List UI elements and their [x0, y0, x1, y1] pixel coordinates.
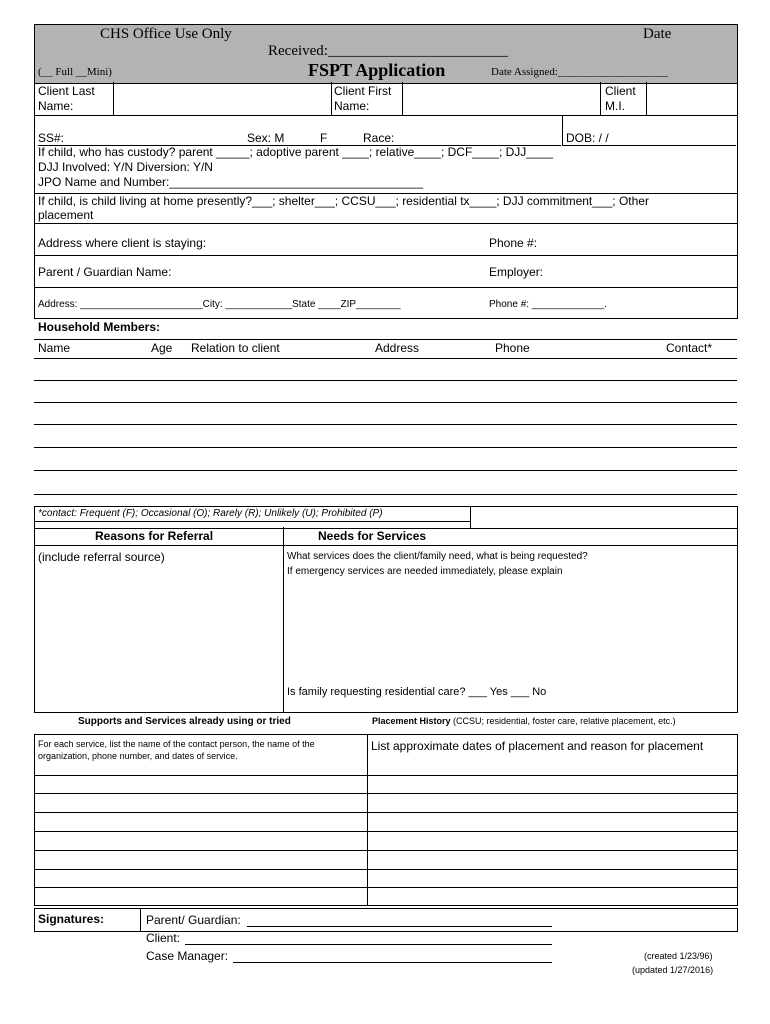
custody-line[interactable]: If child, who has custody? parent _____; adoptive parent ____; relative____; DCF____; DJJ____: [38, 145, 553, 159]
supports-row[interactable]: [34, 775, 737, 776]
date-label: Date: [643, 26, 672, 42]
parent-signature-line[interactable]: [247, 926, 552, 927]
supports-row[interactable]: [34, 812, 737, 813]
client-first-name-field[interactable]: [403, 83, 599, 115]
address-staying-label[interactable]: Address where client is staying:: [38, 236, 207, 250]
employer-label[interactable]: Employer:: [489, 265, 544, 279]
phone-label[interactable]: Phone #:: [489, 236, 538, 250]
client-mi-label: Client M.I.: [605, 84, 636, 113]
needs-question-2: If emergency services are needed immediately, please explain: [287, 566, 563, 577]
race-field[interactable]: Race:: [363, 131, 395, 145]
client-mi-field[interactable]: [647, 83, 735, 115]
col-contact: Contact*: [666, 341, 713, 355]
reasons-subtitle: (include referral source): [38, 550, 165, 564]
supports-row[interactable]: [34, 869, 737, 870]
client-first-name-label: Client First Name:: [334, 84, 392, 113]
dob-field[interactable]: DOB: / /: [566, 131, 609, 145]
reasons-header: Reasons for Referral: [95, 529, 214, 543]
placement-history-header: Placement History (CCSU; residential, foster care, relative placement, etc.): [372, 716, 676, 726]
household-row[interactable]: [34, 494, 737, 495]
placement-list-label: List approximate dates of placement and reason for placement: [371, 739, 704, 753]
contact-note: *contact: Frequent (F); Occasional (O); Rarely (R); Unlikely (U); Prohibited (P): [38, 508, 383, 519]
supports-header: Supports and Services already using or tried: [78, 716, 291, 727]
sex-female[interactable]: F: [320, 131, 328, 145]
household-title: Household Members:: [38, 320, 161, 334]
date-assigned-line: Date Assigned:____________________: [491, 66, 668, 78]
household-row[interactable]: [34, 380, 737, 381]
client-last-name-label: Client Last Name:: [38, 84, 95, 113]
col-relation: Relation to client: [191, 341, 280, 355]
col-name: Name: [38, 341, 71, 355]
supports-row[interactable]: [34, 831, 737, 832]
sex-field[interactable]: Sex: M: [247, 131, 285, 145]
col-age: Age: [151, 341, 173, 355]
client-signature-label: Client:: [146, 931, 181, 945]
signatures-label: Signatures:: [38, 912, 105, 926]
phone-2-line[interactable]: Phone #: _____________.: [489, 299, 607, 310]
created-date: (created 1/23/96): [644, 951, 713, 961]
supports-row[interactable]: [34, 887, 737, 888]
case-manager-signature-line[interactable]: [233, 962, 552, 963]
supports-row[interactable]: [34, 850, 737, 851]
supports-row[interactable]: [34, 793, 737, 794]
client-signature-line[interactable]: [185, 944, 552, 945]
col-address: Address: [375, 341, 420, 355]
address-line[interactable]: Address: ______________________City: ____________State ____ZIP________: [38, 299, 401, 310]
guardian-name-label[interactable]: Parent / Guardian Name:: [38, 265, 172, 279]
djj-involved-line[interactable]: DJJ Involved: Y/N Diversion: Y/N: [38, 160, 213, 174]
office-use-label: CHS Office Use Only: [100, 26, 232, 42]
reasons-field[interactable]: [35, 565, 282, 711]
household-row[interactable]: [34, 447, 737, 448]
needs-question-1: What services does the client/family need, what is being requested?: [287, 551, 588, 562]
living-at-home-line[interactable]: If child, is child living at home presently?___; shelter___; CCSU___; residential tx____; DJJ commitment___; Other placement: [38, 194, 649, 222]
supports-instructions: For each service, list the name of the contact person, the name of the organization, phone number, and dates of service.: [38, 739, 315, 761]
parent-signature-label: Parent/ Guardian:: [146, 913, 241, 927]
jpo-line[interactable]: JPO Name and Number:______________________________________: [38, 175, 423, 189]
needs-header: Needs for Services: [318, 529, 427, 543]
needs-field[interactable]: [284, 580, 735, 680]
col-phone: Phone: [495, 341, 530, 355]
household-row[interactable]: [34, 424, 737, 425]
household-row[interactable]: [34, 402, 737, 403]
client-last-name-field[interactable]: [114, 83, 330, 115]
residential-care-question[interactable]: Is family requesting residential care? ___ Yes ___ No: [287, 686, 547, 698]
form-title: FSPT Application: [308, 60, 446, 80]
household-row[interactable]: [34, 470, 737, 471]
received-line: Received:________________________: [268, 43, 508, 59]
updated-date: (updated 1/27/2016): [632, 965, 714, 975]
ss-field[interactable]: SS#:: [38, 131, 65, 145]
case-manager-signature-label: Case Manager:: [146, 949, 229, 963]
full-mini-option[interactable]: (__ Full __Mini): [38, 66, 112, 78]
